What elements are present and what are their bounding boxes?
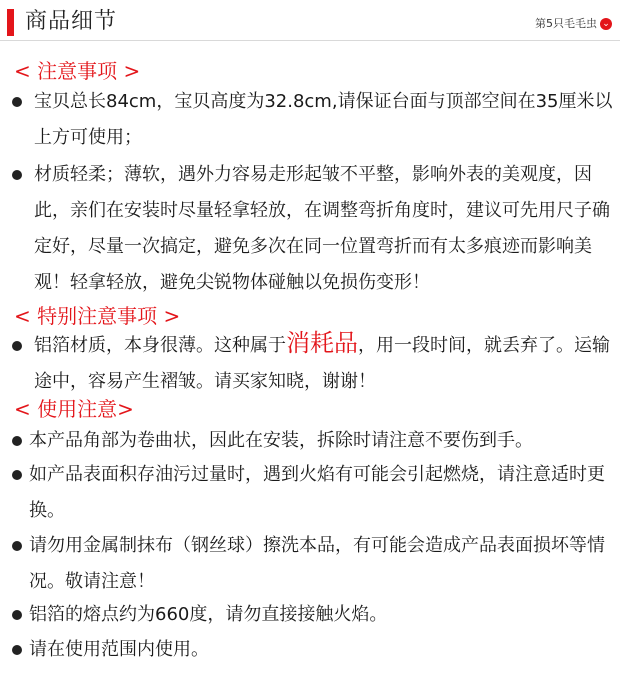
list-item-text: 宝贝总长84cm，宝贝高度为32.8cm,请保证台面与顶部空间在35厘米以上方可使用； <box>34 91 613 148</box>
bullet-icon <box>12 610 22 620</box>
page-title: 商品细节 <box>25 9 118 34</box>
list-item <box>10 597 618 633</box>
bullet-icon <box>12 470 22 480</box>
section-title-usage-notes: < 使用注意> <box>14 397 134 421</box>
bullet-icon <box>12 97 22 107</box>
shop-brand[interactable] <box>535 16 612 32</box>
bullet-icon <box>12 341 22 351</box>
list-item <box>10 528 618 600</box>
bullet-icon <box>12 170 22 180</box>
header-accent-bar <box>7 9 14 36</box>
list-item-text: 请在使用范围内使用。 <box>29 639 209 660</box>
list-item-text: 铝箔的熔点约为660度，请勿直接接触火焰。 <box>29 604 388 625</box>
highlight-consumable: 消耗品 <box>286 329 358 357</box>
list-item-text: 请勿用金属制抹布（钢丝球）擦洗本品，有可能会造成产品表面损坏等情况。敬请注意！ <box>29 535 605 592</box>
list-item-text: 材质轻柔；薄软，遇外力容易走形起皱不平整，影响外表的美观度，因此，亲们在安装时尽量轻拿轻放，在调整弯折角度时，建议可先用尺子确定好，尽量一次搞定，避免多次在同一位置弯折而有太多痕迹而影响美观！轻拿轻放，避免尖锐物体碰触以免损伤变形！ <box>34 164 610 293</box>
section-title-notes: < 注意事项 > <box>14 59 141 83</box>
list-item-text-cont: ，用一段时间，就丢弃了。运输途中，容易产生褶皱。请买家知晓，谢谢！ <box>34 335 610 392</box>
list-item <box>10 157 618 301</box>
brand-label: 第5只毛毛虫 <box>535 17 597 30</box>
list-item <box>10 632 618 668</box>
bullet-icon <box>12 645 22 655</box>
header-divider <box>0 40 620 41</box>
section-title-special-notes: < 特别注意事项 > <box>14 304 181 328</box>
bullet-icon <box>12 436 22 446</box>
list-item <box>10 423 618 459</box>
chevron-down-icon: ⌄ <box>600 18 612 30</box>
list-item-text: 铝箔材质，本身很薄。这种属于 <box>34 335 286 356</box>
section-header <box>0 0 620 42</box>
list-item-text: 本产品角部为卷曲状，因此在安装，拆除时请注意不要伤到手。 <box>29 430 533 451</box>
list-item <box>10 325 618 397</box>
bullet-icon <box>12 541 22 551</box>
list-item-text: 如产品表面积存油污过量时，遇到火焰有可能会引起燃烧，请注意适时更换。 <box>29 464 605 521</box>
list-item <box>10 457 618 529</box>
list-item <box>10 84 618 156</box>
